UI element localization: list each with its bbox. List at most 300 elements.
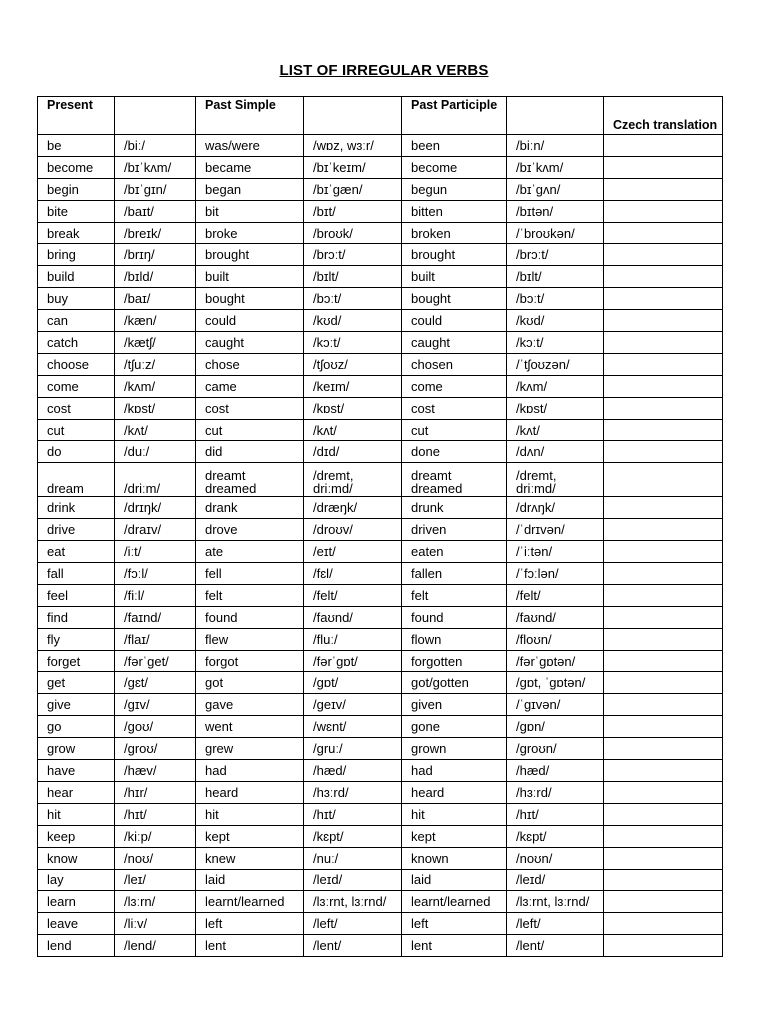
table-row bbox=[38, 584, 723, 606]
table-row bbox=[38, 310, 723, 332]
cell-past-simple-pronunciation: /bɪlt/ bbox=[304, 266, 402, 288]
cell-past-simple-pronunciation: /kɔːt/ bbox=[304, 332, 402, 354]
cell-present-pronunciation: /hɪt/ bbox=[115, 803, 196, 825]
cell-past-participle-pronunciation: /ɡroʊn/ bbox=[507, 738, 604, 760]
cell-past-participle-pronunciation: /bɪlt/ bbox=[507, 266, 604, 288]
cell-past-participle-pronunciation: /ˈtʃoʊzən/ bbox=[507, 353, 604, 375]
cell-past-simple: gave bbox=[196, 694, 304, 716]
cell-czech-translation bbox=[604, 672, 723, 694]
cell-present-pronunciation: /bɪld/ bbox=[115, 266, 196, 288]
cell-past-participle: cost bbox=[402, 397, 507, 419]
cell-czech-translation bbox=[604, 497, 723, 519]
table-row bbox=[38, 419, 723, 441]
table-row bbox=[38, 200, 723, 222]
cell-past-simple-pronunciation: /eɪt/ bbox=[304, 541, 402, 563]
cell-past-participle-pronunciation: /kɒst/ bbox=[507, 397, 604, 419]
cell-present-pronunciation: /hæv/ bbox=[115, 760, 196, 782]
cell-present-pronunciation: /brɪŋ/ bbox=[115, 244, 196, 266]
cell-past-simple: hit bbox=[196, 803, 304, 825]
cell-past-simple: drove bbox=[196, 519, 304, 541]
cell-czech-translation bbox=[604, 869, 723, 891]
cell-past-simple-pronunciation: /dɪd/ bbox=[304, 441, 402, 463]
cell-present: cost bbox=[38, 397, 115, 419]
cell-past-simple: knew bbox=[196, 847, 304, 869]
cell-past-participle-pronunciation: /ˈdrɪvən/ bbox=[507, 519, 604, 541]
cell-past-participle: given bbox=[402, 694, 507, 716]
cell-past-participle-pronunciation: /bɪˈɡʌn/ bbox=[507, 178, 604, 200]
table-row bbox=[38, 463, 723, 497]
cell-present-pronunciation: /liːv/ bbox=[115, 913, 196, 935]
cell-past-participle-pronunciation: /biːn/ bbox=[507, 135, 604, 157]
cell-czech-translation bbox=[604, 332, 723, 354]
cell-past-simple: heard bbox=[196, 781, 304, 803]
cell-czech-translation bbox=[604, 694, 723, 716]
cell-past-simple: forgot bbox=[196, 650, 304, 672]
cell-past-participle-pronunciation: /hɜːrd/ bbox=[507, 781, 604, 803]
cell-past-participle: fallen bbox=[402, 563, 507, 585]
cell-past-participle-pronunciation: /bɪˈkʌm/ bbox=[507, 156, 604, 178]
cell-past-simple-pronunciation: /ɡruː/ bbox=[304, 738, 402, 760]
cell-past-participle-pronunciation: /lent/ bbox=[507, 935, 604, 957]
cell-present-pronunciation: /kʌm/ bbox=[115, 375, 196, 397]
cell-past-simple-pronunciation: /hɪt/ bbox=[304, 803, 402, 825]
cell-present-pronunciation: /fərˈɡet/ bbox=[115, 650, 196, 672]
cell-present-pronunciation: /driːm/ bbox=[115, 463, 196, 497]
page-title: LIST OF IRREGULAR VERBS bbox=[279, 62, 489, 79]
cell-czech-translation bbox=[604, 803, 723, 825]
table-row bbox=[38, 519, 723, 541]
cell-past-participle: forgotten bbox=[402, 650, 507, 672]
cell-czech-translation bbox=[604, 178, 723, 200]
cell-past-simple-pronunciation: /bɪˈɡæn/ bbox=[304, 178, 402, 200]
cell-past-simple-pronunciation: /bɪˈkeɪm/ bbox=[304, 156, 402, 178]
table-row bbox=[38, 441, 723, 463]
table-row bbox=[38, 760, 723, 782]
cell-present-pronunciation: /kætʃ/ bbox=[115, 332, 196, 354]
table-row bbox=[38, 825, 723, 847]
cell-czech-translation bbox=[604, 541, 723, 563]
table-row bbox=[38, 375, 723, 397]
cell-present-pronunciation: /kæn/ bbox=[115, 310, 196, 332]
cell-past-participle: chosen bbox=[402, 353, 507, 375]
cell-czech-translation bbox=[604, 244, 723, 266]
cell-present: know bbox=[38, 847, 115, 869]
cell-czech-translation bbox=[604, 135, 723, 157]
cell-present: can bbox=[38, 310, 115, 332]
cell-present: be bbox=[38, 135, 115, 157]
cell-past-participle-pronunciation: /drʌŋk/ bbox=[507, 497, 604, 519]
cell-past-participle-pronunciation: /hæd/ bbox=[507, 760, 604, 782]
cell-present: become bbox=[38, 156, 115, 178]
cell-present: bite bbox=[38, 200, 115, 222]
cell-present: forget bbox=[38, 650, 115, 672]
cell-present: cut bbox=[38, 419, 115, 441]
cell-past-participle: found bbox=[402, 606, 507, 628]
cell-past-participle-pronunciation: /kʌm/ bbox=[507, 375, 604, 397]
cell-past-simple-pronunciation: /tʃoʊz/ bbox=[304, 353, 402, 375]
cell-present-pronunciation: /lɜːrn/ bbox=[115, 891, 196, 913]
cell-czech-translation bbox=[604, 738, 723, 760]
table-row bbox=[38, 935, 723, 957]
cell-past-simple-pronunciation: /left/ bbox=[304, 913, 402, 935]
table-row bbox=[38, 650, 723, 672]
header-past-participle: Past Participle bbox=[402, 97, 507, 135]
cell-czech-translation bbox=[604, 200, 723, 222]
cell-past-simple: learnt/learned bbox=[196, 891, 304, 913]
cell-present: leave bbox=[38, 913, 115, 935]
cell-past-simple-pronunciation: /bɪt/ bbox=[304, 200, 402, 222]
table-row bbox=[38, 397, 723, 419]
cell-past-participle: broken bbox=[402, 222, 507, 244]
cell-present: learn bbox=[38, 891, 115, 913]
cell-past-simple-pronunciation: /kʌt/ bbox=[304, 419, 402, 441]
table-row bbox=[38, 178, 723, 200]
cell-present-pronunciation: /kɒst/ bbox=[115, 397, 196, 419]
cell-past-simple-pronunciation: /kɛpt/ bbox=[304, 825, 402, 847]
cell-past-participle: had bbox=[402, 760, 507, 782]
table-row bbox=[38, 672, 723, 694]
cell-present: hear bbox=[38, 781, 115, 803]
cell-past-simple: bought bbox=[196, 288, 304, 310]
cell-past-participle: eaten bbox=[402, 541, 507, 563]
cell-past-simple: dreamt dreamed bbox=[196, 463, 304, 497]
cell-present-pronunciation: /ɡroʊ/ bbox=[115, 738, 196, 760]
cell-czech-translation bbox=[604, 266, 723, 288]
cell-present: feel bbox=[38, 584, 115, 606]
cell-present: fly bbox=[38, 628, 115, 650]
cell-present: build bbox=[38, 266, 115, 288]
cell-present: drink bbox=[38, 497, 115, 519]
cell-past-participle: hit bbox=[402, 803, 507, 825]
cell-present: find bbox=[38, 606, 115, 628]
cell-past-simple: got bbox=[196, 672, 304, 694]
cell-present-pronunciation: /leɪ/ bbox=[115, 869, 196, 891]
header-past-simple-pronunciation bbox=[304, 97, 402, 135]
cell-past-simple: came bbox=[196, 375, 304, 397]
cell-past-simple-pronunciation: /wɛnt/ bbox=[304, 716, 402, 738]
cell-present-pronunciation: /duː/ bbox=[115, 441, 196, 463]
table-row bbox=[38, 738, 723, 760]
cell-czech-translation bbox=[604, 419, 723, 441]
cell-past-participle: bitten bbox=[402, 200, 507, 222]
cell-past-participle: laid bbox=[402, 869, 507, 891]
header-row bbox=[38, 97, 723, 135]
header-present-pronunciation bbox=[115, 97, 196, 135]
cell-past-simple: broke bbox=[196, 222, 304, 244]
cell-present: hit bbox=[38, 803, 115, 825]
cell-present: do bbox=[38, 441, 115, 463]
cell-past-simple: caught bbox=[196, 332, 304, 354]
cell-past-participle: been bbox=[402, 135, 507, 157]
cell-past-simple: went bbox=[196, 716, 304, 738]
cell-present-pronunciation: /bɪˈɡɪn/ bbox=[115, 178, 196, 200]
cell-present-pronunciation: /hɪr/ bbox=[115, 781, 196, 803]
cell-past-simple-pronunciation: /keɪm/ bbox=[304, 375, 402, 397]
cell-present-pronunciation: /drɪŋk/ bbox=[115, 497, 196, 519]
cell-present: break bbox=[38, 222, 115, 244]
table-row bbox=[38, 288, 723, 310]
cell-past-simple: found bbox=[196, 606, 304, 628]
cell-past-participle: felt bbox=[402, 584, 507, 606]
cell-present-pronunciation: /ɡɪv/ bbox=[115, 694, 196, 716]
cell-present-pronunciation: /draɪv/ bbox=[115, 519, 196, 541]
cell-past-simple: grew bbox=[196, 738, 304, 760]
cell-past-simple-pronunciation: /hæd/ bbox=[304, 760, 402, 782]
cell-present-pronunciation: /faɪnd/ bbox=[115, 606, 196, 628]
cell-past-simple-pronunciation: /fɛl/ bbox=[304, 563, 402, 585]
cell-past-participle-pronunciation: /ˈiːtən/ bbox=[507, 541, 604, 563]
cell-past-simple-pronunciation: /wɒz, wɜːr/ bbox=[304, 135, 402, 157]
cell-past-simple: cost bbox=[196, 397, 304, 419]
table-row bbox=[38, 891, 723, 913]
cell-past-simple-pronunciation: /kɒst/ bbox=[304, 397, 402, 419]
cell-past-simple-pronunciation: /hɜːrd/ bbox=[304, 781, 402, 803]
table-row bbox=[38, 694, 723, 716]
cell-present-pronunciation: /tʃuːz/ bbox=[115, 353, 196, 375]
table-row bbox=[38, 266, 723, 288]
cell-past-participle: cut bbox=[402, 419, 507, 441]
cell-past-simple: had bbox=[196, 760, 304, 782]
cell-czech-translation bbox=[604, 760, 723, 782]
cell-czech-translation bbox=[604, 891, 723, 913]
cell-past-simple: was/were bbox=[196, 135, 304, 157]
cell-past-simple: left bbox=[196, 913, 304, 935]
header-present: Present bbox=[38, 97, 115, 135]
table-row bbox=[38, 135, 723, 157]
cell-past-participle: caught bbox=[402, 332, 507, 354]
cell-present-pronunciation: /ɡɛt/ bbox=[115, 672, 196, 694]
table-row bbox=[38, 156, 723, 178]
cell-past-participle: built bbox=[402, 266, 507, 288]
cell-czech-translation bbox=[604, 628, 723, 650]
cell-past-simple-pronunciation: /kʊd/ bbox=[304, 310, 402, 332]
table-row bbox=[38, 222, 723, 244]
cell-czech-translation bbox=[604, 825, 723, 847]
cell-past-participle-pronunciation: /brɔːt/ bbox=[507, 244, 604, 266]
cell-past-participle-pronunciation: /floʊn/ bbox=[507, 628, 604, 650]
table-row bbox=[38, 869, 723, 891]
cell-present-pronunciation: /biː/ bbox=[115, 135, 196, 157]
cell-past-simple-pronunciation: /felt/ bbox=[304, 584, 402, 606]
cell-czech-translation bbox=[604, 935, 723, 957]
cell-present-pronunciation: /lend/ bbox=[115, 935, 196, 957]
cell-present-pronunciation: /baɪ/ bbox=[115, 288, 196, 310]
cell-past-participle: brought bbox=[402, 244, 507, 266]
cell-past-participle-pronunciation: /ˈbroʊkən/ bbox=[507, 222, 604, 244]
table-row bbox=[38, 847, 723, 869]
cell-past-simple: bit bbox=[196, 200, 304, 222]
cell-past-simple-pronunciation: /dremt, driːmd/ bbox=[304, 463, 402, 497]
cell-past-participle-pronunciation: /bɪtən/ bbox=[507, 200, 604, 222]
table-row bbox=[38, 913, 723, 935]
cell-present-pronunciation: /breɪk/ bbox=[115, 222, 196, 244]
cell-past-simple-pronunciation: /faʊnd/ bbox=[304, 606, 402, 628]
cell-past-simple: flew bbox=[196, 628, 304, 650]
cell-czech-translation bbox=[604, 606, 723, 628]
table-row bbox=[38, 628, 723, 650]
cell-czech-translation bbox=[604, 716, 723, 738]
cell-past-participle-pronunciation: /dʌn/ bbox=[507, 441, 604, 463]
cell-past-participle-pronunciation: /kɛpt/ bbox=[507, 825, 604, 847]
cell-past-simple-pronunciation: /nuː/ bbox=[304, 847, 402, 869]
cell-past-simple-pronunciation: /broʊk/ bbox=[304, 222, 402, 244]
cell-past-simple-pronunciation: /bɔːt/ bbox=[304, 288, 402, 310]
cell-present: fall bbox=[38, 563, 115, 585]
cell-past-participle-pronunciation: /kɔːt/ bbox=[507, 332, 604, 354]
table-row bbox=[38, 803, 723, 825]
cell-present: dream bbox=[38, 463, 115, 497]
cell-present: drive bbox=[38, 519, 115, 541]
cell-czech-translation bbox=[604, 847, 723, 869]
cell-czech-translation bbox=[604, 222, 723, 244]
cell-past-participle-pronunciation: /fərˈɡɒtən/ bbox=[507, 650, 604, 672]
cell-past-simple: chose bbox=[196, 353, 304, 375]
cell-past-simple: drank bbox=[196, 497, 304, 519]
cell-past-simple-pronunciation: /leɪd/ bbox=[304, 869, 402, 891]
cell-past-simple: lent bbox=[196, 935, 304, 957]
cell-past-participle: become bbox=[402, 156, 507, 178]
cell-past-participle-pronunciation: /kʌt/ bbox=[507, 419, 604, 441]
cell-czech-translation bbox=[604, 519, 723, 541]
cell-past-participle: dreamt dreamed bbox=[402, 463, 507, 497]
cell-past-simple-pronunciation: /ɡeɪv/ bbox=[304, 694, 402, 716]
cell-czech-translation bbox=[604, 913, 723, 935]
cell-present-pronunciation: /iːt/ bbox=[115, 541, 196, 563]
cell-present-pronunciation: /bɪˈkʌm/ bbox=[115, 156, 196, 178]
cell-present-pronunciation: /kʌt/ bbox=[115, 419, 196, 441]
cell-past-simple: ate bbox=[196, 541, 304, 563]
cell-past-participle: done bbox=[402, 441, 507, 463]
cell-present: choose bbox=[38, 353, 115, 375]
cell-past-participle: grown bbox=[402, 738, 507, 760]
cell-past-participle-pronunciation: /hɪt/ bbox=[507, 803, 604, 825]
cell-past-participle: left bbox=[402, 913, 507, 935]
cell-past-participle: driven bbox=[402, 519, 507, 541]
cell-past-participle-pronunciation: /ɡɒn/ bbox=[507, 716, 604, 738]
cell-past-participle: begun bbox=[402, 178, 507, 200]
cell-past-participle-pronunciation: /leɪd/ bbox=[507, 869, 604, 891]
cell-past-participle-pronunciation: /ɡɒt, ˈɡɒtən/ bbox=[507, 672, 604, 694]
cell-present: have bbox=[38, 760, 115, 782]
cell-past-participle-pronunciation: /ˈɡɪvən/ bbox=[507, 694, 604, 716]
irregular-verbs-table bbox=[37, 96, 723, 957]
cell-past-simple: built bbox=[196, 266, 304, 288]
cell-past-simple: laid bbox=[196, 869, 304, 891]
cell-present-pronunciation: /kiːp/ bbox=[115, 825, 196, 847]
cell-past-participle-pronunciation: /left/ bbox=[507, 913, 604, 935]
cell-past-simple: kept bbox=[196, 825, 304, 847]
cell-present: come bbox=[38, 375, 115, 397]
cell-past-simple: fell bbox=[196, 563, 304, 585]
cell-present: get bbox=[38, 672, 115, 694]
cell-czech-translation bbox=[604, 156, 723, 178]
cell-present-pronunciation: /flaɪ/ bbox=[115, 628, 196, 650]
table-row bbox=[38, 716, 723, 738]
cell-present-pronunciation: /fiːl/ bbox=[115, 584, 196, 606]
cell-past-participle-pronunciation: /noʊn/ bbox=[507, 847, 604, 869]
cell-czech-translation bbox=[604, 310, 723, 332]
cell-past-simple-pronunciation: /lɜːrnt, lɜːrnd/ bbox=[304, 891, 402, 913]
table-row bbox=[38, 353, 723, 375]
cell-past-participle-pronunciation: /bɔːt/ bbox=[507, 288, 604, 310]
cell-past-simple-pronunciation: /lent/ bbox=[304, 935, 402, 957]
cell-present-pronunciation: /fɔːl/ bbox=[115, 563, 196, 585]
cell-czech-translation bbox=[604, 781, 723, 803]
cell-present: grow bbox=[38, 738, 115, 760]
cell-past-participle: known bbox=[402, 847, 507, 869]
header-past-simple: Past Simple bbox=[196, 97, 304, 135]
cell-past-simple: began bbox=[196, 178, 304, 200]
cell-past-simple-pronunciation: /brɔːt/ bbox=[304, 244, 402, 266]
cell-present: keep bbox=[38, 825, 115, 847]
cell-present: go bbox=[38, 716, 115, 738]
header-czech-translation: Czech translation bbox=[604, 97, 723, 135]
cell-czech-translation bbox=[604, 584, 723, 606]
cell-past-participle-pronunciation: /ˈfɔːlən/ bbox=[507, 563, 604, 585]
table-row bbox=[38, 563, 723, 585]
cell-past-simple: became bbox=[196, 156, 304, 178]
cell-czech-translation bbox=[604, 397, 723, 419]
cell-past-simple: brought bbox=[196, 244, 304, 266]
table-row bbox=[38, 332, 723, 354]
cell-past-participle: learnt/learned bbox=[402, 891, 507, 913]
cell-past-participle: come bbox=[402, 375, 507, 397]
cell-czech-translation bbox=[604, 463, 723, 497]
cell-czech-translation bbox=[604, 650, 723, 672]
cell-czech-translation bbox=[604, 563, 723, 585]
table-row bbox=[38, 606, 723, 628]
cell-present: begin bbox=[38, 178, 115, 200]
cell-past-participle: lent bbox=[402, 935, 507, 957]
cell-past-participle-pronunciation: /kʊd/ bbox=[507, 310, 604, 332]
cell-past-simple-pronunciation: /fluː/ bbox=[304, 628, 402, 650]
cell-present-pronunciation: /baɪt/ bbox=[115, 200, 196, 222]
cell-present: catch bbox=[38, 332, 115, 354]
table-row bbox=[38, 781, 723, 803]
cell-czech-translation bbox=[604, 441, 723, 463]
cell-past-participle-pronunciation: /lɜːrnt, lɜːrnd/ bbox=[507, 891, 604, 913]
cell-past-participle: gone bbox=[402, 716, 507, 738]
cell-present: bring bbox=[38, 244, 115, 266]
cell-past-participle-pronunciation: /felt/ bbox=[507, 584, 604, 606]
cell-past-participle: kept bbox=[402, 825, 507, 847]
cell-past-simple-pronunciation: /dræŋk/ bbox=[304, 497, 402, 519]
cell-present-pronunciation: /noʊ/ bbox=[115, 847, 196, 869]
table-row bbox=[38, 497, 723, 519]
cell-past-participle: bought bbox=[402, 288, 507, 310]
cell-past-simple-pronunciation: /fərˈɡɒt/ bbox=[304, 650, 402, 672]
cell-past-simple: felt bbox=[196, 584, 304, 606]
table-row bbox=[38, 541, 723, 563]
cell-present: eat bbox=[38, 541, 115, 563]
verb-rows bbox=[38, 135, 723, 957]
cell-past-participle-pronunciation: /faʊnd/ bbox=[507, 606, 604, 628]
cell-past-simple-pronunciation: /ɡɒt/ bbox=[304, 672, 402, 694]
cell-past-participle: could bbox=[402, 310, 507, 332]
cell-czech-translation bbox=[604, 288, 723, 310]
cell-past-participle: drunk bbox=[402, 497, 507, 519]
cell-past-simple: did bbox=[196, 441, 304, 463]
header-past-participle-pronunciation bbox=[507, 97, 604, 135]
cell-present: lay bbox=[38, 869, 115, 891]
table-row bbox=[38, 244, 723, 266]
cell-past-participle-pronunciation: /dremt, driːmd/ bbox=[507, 463, 604, 497]
cell-past-participle: got/gotten bbox=[402, 672, 507, 694]
cell-present: lend bbox=[38, 935, 115, 957]
cell-present-pronunciation: /ɡoʊ/ bbox=[115, 716, 196, 738]
cell-present: give bbox=[38, 694, 115, 716]
cell-past-simple: cut bbox=[196, 419, 304, 441]
